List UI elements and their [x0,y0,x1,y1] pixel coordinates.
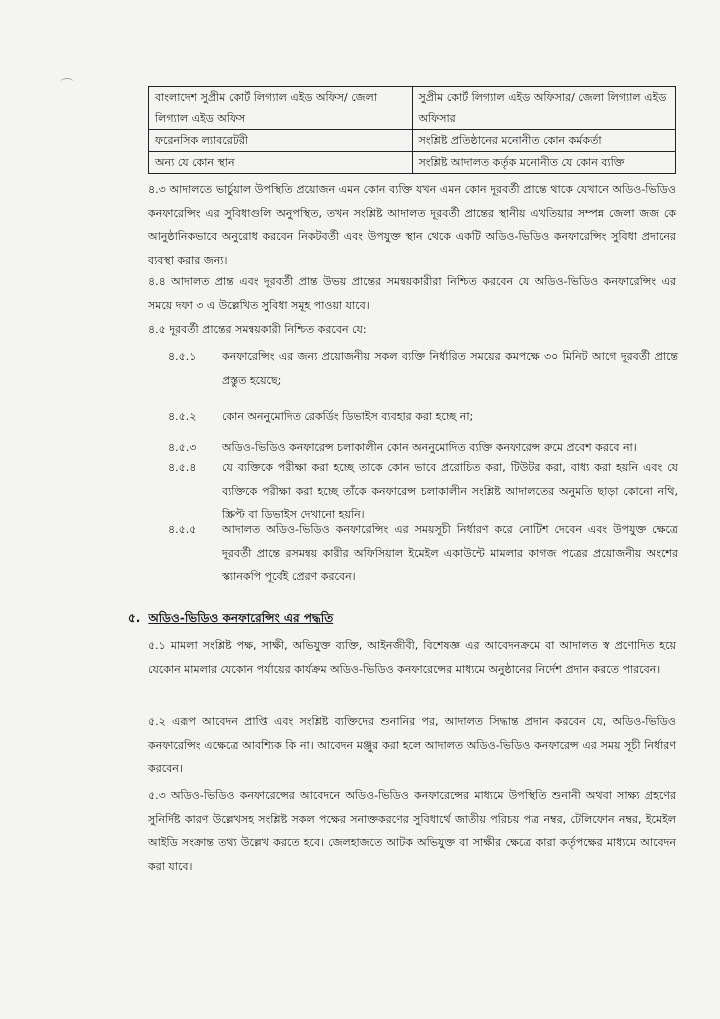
clause-number: ৪.৫.৩ [168,441,197,454]
table-cell: সংশ্লিষ্ট আদালত কর্তৃক মনোনীত যে কোন ব্যক্তি [412,152,676,174]
table-cell: অন্য যে কোন স্থান [149,152,413,174]
table-cell: ফরেনসিক ল্যাবরেটরী [149,130,413,152]
clause-4-3: ৪.৩ আদালতে ভার্চুয়াল উপস্থিতি প্রয়োজন এমন কোন ব্যক্তি যখন এমন কোন দূরবর্তী প্রান্তে থাকে যেখানে অডিও-ভিডিও কনফারেন্সিং এর সুবিধাগুলি অনুপস্থিত, তখন সংশ্লিষ্ট আদালত দূরবর্তী প্রান্তের স্থানীয় এখতিয়ার সম্পন্ন জেলা জজ কে আনুষ্ঠানিকভাবে অনুরোধ করবেন নিকটবর্তী এবং উপযুক্ত স্থান থেকে একটি অডিও-ভিডিও কনফারেন্সিং সুবিধা প্রদানের ব্যবস্থা করার জন্য। [148,183,676,267]
sub-clause-4-5-2: কোন অননুমোদিত রেকর্ডিং ডিভাইস ব্যবহার করা হচ্ছে না; [222,410,474,423]
table-row [149,87,676,130]
clause-4-5: ৪.৫ দূরবর্তী প্রান্তের সমন্বয়কারী নিশ্চিত করবেন যে: [148,323,367,336]
sub-clause-4-5-5: আদালত অডিও-ভিডিও কনফারেন্সিং এর সময়সূচী নির্ধারণ করে নোটিশ দেবেন এবং উপযুক্ত ক্ষেত্রে দূরবর্তী প্রান্তে রসমন্বয় কারীর অফিসিয়াল ইমেইল একাউন্টে মামলার কাগজ পত্রের প্রয়োজনীয় অংশের স্ক্যানকপি পূর্বেই প্রেরণ করবেন। [222,523,678,583]
table-cell: বাংলাদেশ সুপ্রীম কোর্ট লিগ্যাল এইড অফিস/ জেলা লিগ্যাল এইড অফিস [149,87,413,130]
clause-number: ৪.৫.১ [168,350,197,363]
table-cell: সুপ্রীম কোর্ট লিগ্যাল এইড অফিসার/ জেলা লিগ্যাল এইড অফিসার [412,87,676,130]
table-row [149,130,676,152]
section-number: ৫. [128,611,141,625]
table-row [149,152,676,174]
sub-clause-4-5-3: অডিও-ভিডিও কনফারেন্স চলাকালীন কোন অননুমোদিত ব্যক্তি কনফারেন্স রুমে প্রবেশ করবে না। [222,441,637,454]
clause-5-2: ৫.২ এরূপ আবেদন প্রাপ্তি এবং সংশ্লিষ্ট ব্যক্তিদের শুনানির পর, আদালত সিদ্ধান্ত প্রদান করবেন যে, অডিও-ভিডিও কনফারেন্সিং এক্ষেত্রে আবশ্যিক কি না। আবেদন মঞ্জুর করা হলে আদালত অডিও-ভিডিও কনফারেন্স এর সময় সূচী নির্ধারণ করবেন। [148,715,676,775]
clause-number: ৪.৫.৪ [168,461,197,474]
clause-5-1: ৫.১ মামলা সংশ্লিষ্ট পক্ষ, সাক্ষী, অভিযুক্ত ব্যক্তি, আইনজীবী, বিশেষজ্ঞ এর আবেদনক্রমে বা আদালত স্ব প্রণোদিত হয়ে যেকোন মামলার যেকোন পর্যায়ের কার্যক্রম অডিও-ভিডিও কনফারেন্সের মাধ্যমে অনুষ্ঠানের নির্দেশ প্রদান করতে পারবেন। [148,639,676,676]
clause-number: ৪.৫.৫ [168,523,197,536]
legal-aid-table [148,86,676,174]
clause-5-3: ৫.৩ অডিও-ভিডিও কনফারেন্সের আবেদনে অডিও-ভিডিও কনফারেন্সের মাধ্যমে উপস্থিতি শুনানী অথবা সাক্ষ্য গ্রহণের সুনির্দিষ্ট কারণ উল্লেখসহ সংশ্লিষ্ট সকল পক্ষের সনাক্তকরণের সুবিধার্থে জাতীয় পরিচয় পত্র নম্বর, টেলিফোন নম্বর, ইমেইল আইডি সংক্রান্ত তথ্য উল্লেখ করতে হবে। জেলহাজতে আটক অভিযুক্ত বা সাক্ষীর ক্ষেত্রে কারা কর্তৃপক্ষের মাধ্যমে আবেদন করা যাবে। [148,789,676,873]
section-title: অডিও-ভিডিও কনফারেন্সিং এর পদ্ধতি [148,611,334,625]
sub-clause-4-5-4: যে ব্যক্তিকে পরীক্ষা করা হচ্ছে তাকে কোন ভাবে প্ররোচিত করা, টিউটর করা, বাধ্য করা হয়নি এবং যে ব্যক্তিকে পরীক্ষা করা হচ্ছে তাঁকে কনফারেন্স চলাকালীন সংশ্লিষ্ট আদালতের অনুমতি ছাড়া কোনো নথি, স্ক্রিপ্ট বা ডিভাইস দেখানো হয়নি। [222,461,678,521]
section-5-heading [128,606,333,630]
sub-clause-4-5-1: কনফারেন্সিং এর জন্য প্রয়োজনীয় সকল ব্যক্তি নির্ধারিত সময়ের কমপক্ষে ৩০ মিনিট আগে দূরবর্তী প্রান্তে প্রস্তুত হয়েছে; [222,350,678,387]
scan-mark [60,78,74,87]
table-cell: সংশ্লিষ্ট প্রতিষ্ঠানের মনোনীত কোন কর্মকর্তা [412,130,676,152]
clause-4-4: ৪.৪ আদালত প্রান্ত এবং দূরবর্তী প্রান্ত উভয় প্রান্তের সমন্বয়কারীরা নিশ্চিত করবেন যে অডিও-ভিডিও কনফারেন্সিং এর সময়ে দফা ৩ এ উল্লেখিত সুবিধা সমূহ পাওয়া যাবে। [148,275,676,312]
clause-number: ৪.৫.২ [168,410,197,423]
